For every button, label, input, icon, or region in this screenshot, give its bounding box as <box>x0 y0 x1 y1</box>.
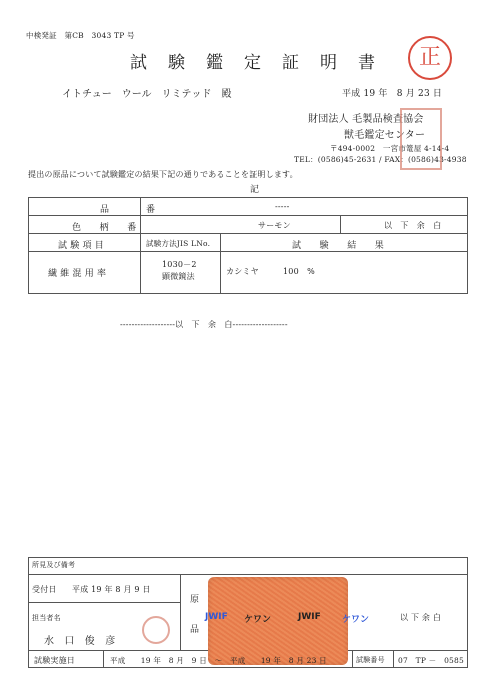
swatch-label-jwif-1: JWIF <box>205 612 228 622</box>
issuer-phone: TEL：(0586)45-2631 / FAX：(0586)43-4938 <box>294 155 467 164</box>
color-right-note: 以 下 余 白 <box>384 221 442 230</box>
table-line <box>28 293 468 294</box>
tested-label: 試験実施日 <box>34 656 75 665</box>
sample-no-label: 試験番号 <box>356 656 385 664</box>
swatch-right-note: 以 下 余 白 <box>400 613 442 622</box>
header-test-item: 試 験 項 目 <box>58 241 104 251</box>
row-method-number: 1030－2 <box>162 260 197 269</box>
received-label: 受付日 <box>32 585 57 594</box>
issuer-org: 財団法人 毛製品検査協会 <box>308 114 424 125</box>
table-line <box>103 650 104 667</box>
table-line <box>28 557 468 558</box>
sample-label-2: 品 <box>190 625 200 635</box>
color-value: サーモン <box>258 221 291 230</box>
swatch-label-kewan-1: ケワン <box>244 615 272 625</box>
table-line <box>340 215 341 233</box>
table-line <box>28 233 468 234</box>
table-line <box>28 197 29 293</box>
sample-no-value: 07 TP － 0585 <box>398 656 464 665</box>
table-line <box>352 650 353 667</box>
row-result-fiber: カシミヤ <box>226 267 259 276</box>
issuer-stamp-icon <box>400 108 442 170</box>
color-label: 色 柄 番 <box>72 223 137 233</box>
table-line <box>220 233 221 293</box>
table-line <box>28 251 468 252</box>
document-title: 試 験 鑑 定 証 明 書 <box>130 53 377 73</box>
row-test-item: 繊 維 混 用 率 <box>48 269 107 279</box>
tested-period: 平成 19 年 8 月 9 日 ～ 平成 19 年 8 月 23 日 <box>110 656 327 665</box>
received-date: 平成 19 年 8 月 9 日 <box>72 585 151 594</box>
ki-label: 記 <box>250 185 260 195</box>
header-test-result: 試 験 結 果 <box>292 241 385 251</box>
remarks-label: 所見及び備考 <box>32 561 76 569</box>
person-name: 水 口 俊 彦 <box>44 636 116 647</box>
table-line <box>393 650 394 667</box>
table-line <box>28 602 180 603</box>
issuer-address: 〒494-0002 一宮市篭屋 4-14-4 <box>330 144 450 153</box>
table-line <box>180 574 181 650</box>
table-line <box>28 667 468 668</box>
document-ref: 中検発証 第CB 3043 TP 号 <box>26 31 135 40</box>
table-line <box>467 197 468 293</box>
official-seal-icon: 正 <box>408 36 452 80</box>
hinban-value: ----- <box>275 202 290 211</box>
table-line <box>28 197 468 198</box>
header-test-method: 試験方法JIS LNo. <box>146 239 211 248</box>
table-line <box>28 557 29 667</box>
table-line <box>28 215 468 216</box>
swatch-label-kewan-2: ケワン <box>342 615 370 625</box>
table-line <box>467 557 468 667</box>
fabric-sample-swatch <box>208 577 348 665</box>
issue-date: 平成 19 年 8 月 23 日 <box>342 89 443 99</box>
swatch-label-jwif-2: JWIF <box>298 612 321 622</box>
row-method-name: 顕微鏡法 <box>162 272 195 281</box>
ika-yohaku: -------------------以 下 余 白------------------- <box>120 320 288 329</box>
table-line <box>28 574 468 575</box>
recipient-name: イトチュー ウール リミテッド 殿 <box>62 89 232 100</box>
statement: 提出の原品について試験鑑定の結果下記の通りであることを証明します。 <box>28 170 298 179</box>
hinban-label: 品 番 <box>100 205 156 215</box>
person-label: 担当者名 <box>32 614 61 622</box>
person-seal-icon <box>142 616 170 644</box>
issuer-center: 獣毛鑑定センター <box>344 130 426 141</box>
sample-label-1: 原 <box>190 595 200 605</box>
row-result-percent: 100 % <box>283 267 315 276</box>
